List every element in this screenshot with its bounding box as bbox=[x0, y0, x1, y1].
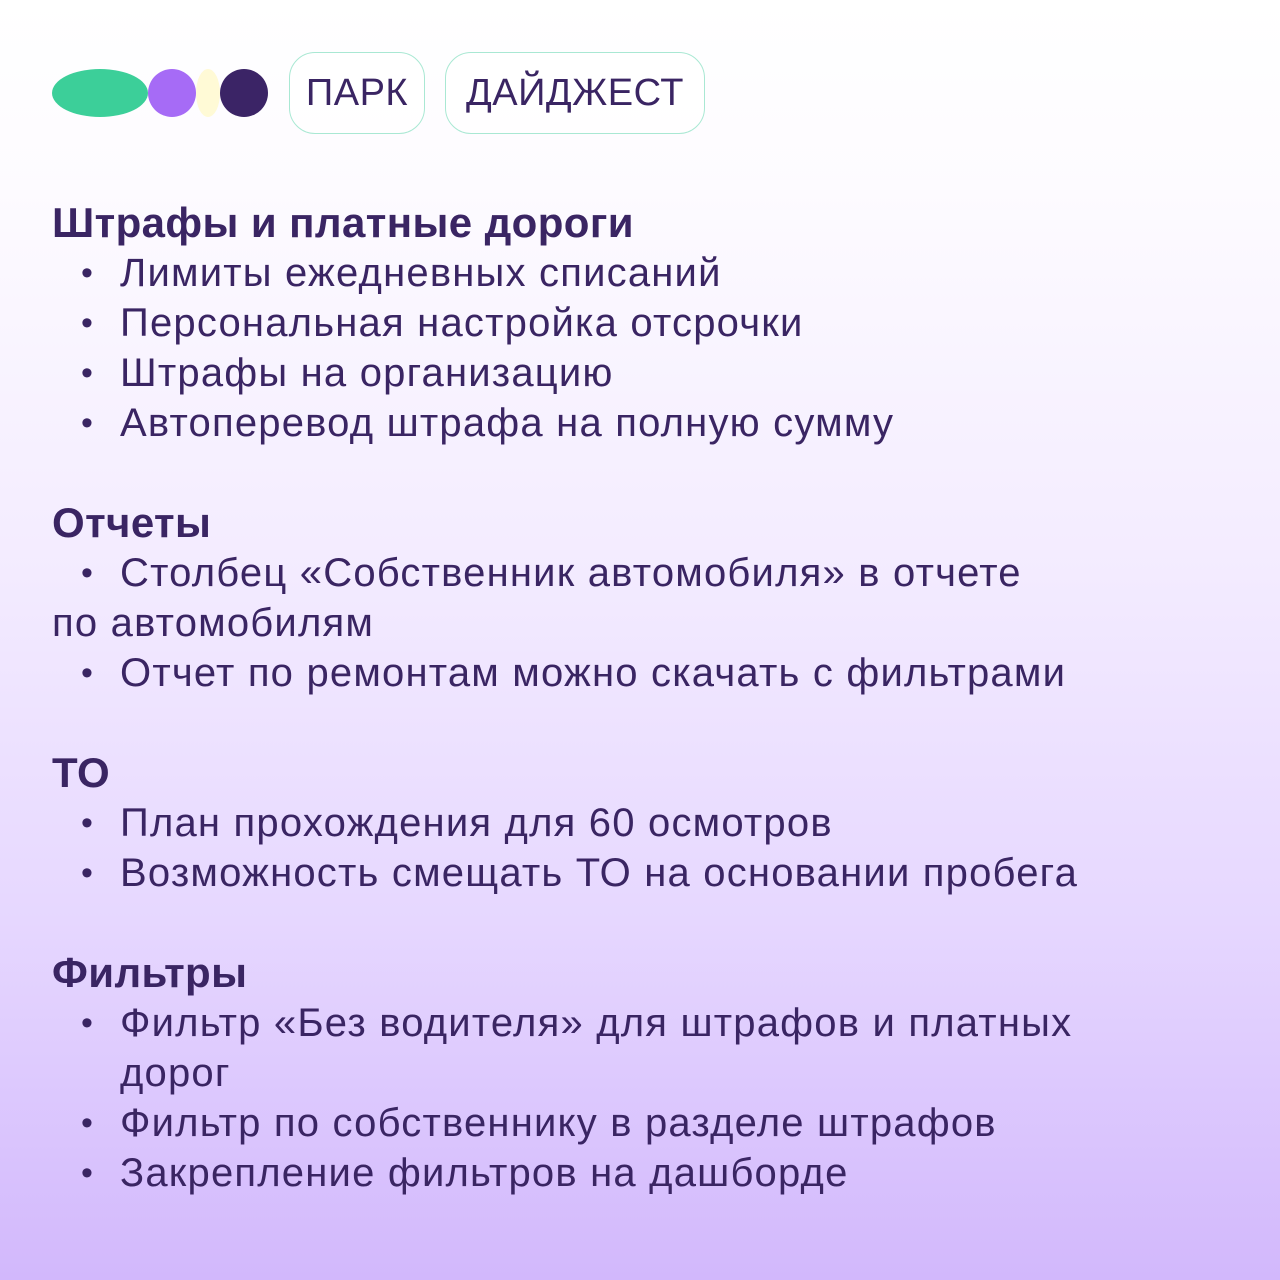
list-item-text: Возможность смещать ТО на основании пробега bbox=[120, 851, 1079, 895]
list-item-text: Отчет по ремонтам можно скачать с фильтрами bbox=[120, 651, 1067, 695]
section-list bbox=[52, 248, 1242, 448]
section-list bbox=[52, 798, 1242, 898]
bullet-icon: • bbox=[81, 254, 95, 292]
bullet-icon: • bbox=[81, 354, 95, 392]
list-item bbox=[52, 1098, 1242, 1148]
section-maintenance bbox=[52, 748, 1242, 898]
digest-content bbox=[52, 198, 1242, 1198]
list-item-text: Фильтр по собственнику в разделе штрафов bbox=[120, 1101, 997, 1145]
tag-digest: ДАЙДЖЕСТ bbox=[445, 52, 705, 134]
bullet-icon: • bbox=[81, 404, 95, 442]
section-list bbox=[52, 998, 1242, 1198]
bullet-icon: • bbox=[81, 304, 95, 342]
list-item-text: Столбец «Собственник автомобиля» в отчете bbox=[120, 551, 1022, 595]
list-item bbox=[52, 348, 1242, 398]
section-title: ТО bbox=[52, 749, 111, 796]
logo-purple-circle bbox=[148, 69, 196, 117]
logo-dark-circle bbox=[220, 69, 268, 117]
section-fines bbox=[52, 198, 1242, 448]
logo-green-shape bbox=[52, 69, 148, 117]
section-title: Штрафы и платные дороги bbox=[52, 199, 634, 246]
list-item-text: Автоперевод штрафа на полную сумму bbox=[120, 401, 895, 445]
list-item-text: Закрепление фильтров на дашборде bbox=[120, 1151, 849, 1195]
bullet-icon: • bbox=[81, 854, 95, 892]
bullet-icon: • bbox=[81, 1154, 95, 1192]
section-filters bbox=[52, 948, 1242, 1198]
list-item bbox=[52, 998, 1242, 1098]
list-item-text-continuation: по автомобилям bbox=[52, 601, 375, 645]
list-item-text-continuation: дорог bbox=[120, 1051, 231, 1095]
list-item bbox=[52, 248, 1242, 298]
bullet-icon: • bbox=[81, 804, 95, 842]
bullet-icon: • bbox=[81, 654, 95, 692]
section-title: Фильтры bbox=[52, 949, 248, 996]
list-item-text: Фильтр «Без водителя» для штрафов и платных bbox=[120, 1001, 1073, 1045]
list-item bbox=[52, 398, 1242, 448]
list-item-text: Штрафы на организацию bbox=[120, 351, 614, 395]
brand-logo bbox=[52, 52, 270, 134]
list-item bbox=[52, 848, 1242, 898]
list-item bbox=[52, 298, 1242, 348]
list-item bbox=[52, 1148, 1242, 1198]
list-item-text: План прохождения для 60 осмотров bbox=[120, 801, 833, 845]
section-reports bbox=[52, 498, 1242, 698]
section-title: Отчеты bbox=[52, 499, 212, 546]
header bbox=[52, 52, 705, 134]
list-item bbox=[52, 798, 1242, 848]
list-item bbox=[52, 648, 1242, 698]
logo-cream-shape bbox=[196, 69, 220, 117]
list-item-text: Лимиты ежедневных списаний bbox=[120, 251, 722, 295]
bullet-icon: • bbox=[81, 1104, 95, 1142]
list-item-text: Персональная настройка отсрочки bbox=[120, 301, 804, 345]
section-list bbox=[52, 548, 1242, 698]
tag-park: ПАРК bbox=[289, 52, 425, 134]
bullet-icon: • bbox=[81, 1004, 95, 1042]
bullet-icon: • bbox=[81, 554, 95, 592]
list-item bbox=[52, 548, 1242, 648]
